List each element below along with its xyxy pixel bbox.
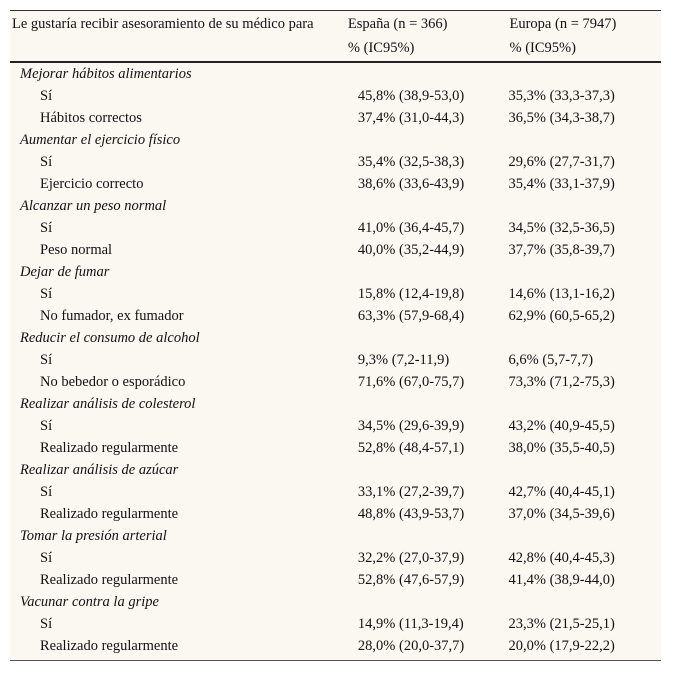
- europe-value: 43,2% (40,9-45,5): [509, 415, 662, 437]
- row-label: Sí: [10, 547, 348, 569]
- table-row: [10, 107, 661, 129]
- europe-value: 14,6% (13,1-16,2): [509, 283, 662, 305]
- section-spacer: [348, 195, 509, 217]
- europe-value: 42,7% (40,4-45,1): [509, 481, 662, 503]
- section-spacer: [348, 393, 509, 415]
- europe-value: 29,6% (27,7-31,7): [509, 151, 662, 173]
- spain-value: 52,8% (48,4-57,1): [348, 437, 509, 459]
- europe-value: 35,3% (33,3-37,3): [509, 85, 662, 107]
- table-row: [10, 481, 661, 503]
- europe-value: 34,5% (32,5-36,5): [509, 217, 662, 239]
- row-label: Hábitos correctos: [10, 107, 348, 129]
- table-row: [10, 239, 661, 261]
- results-table-container: [10, 10, 661, 661]
- section-spacer: [348, 459, 509, 481]
- europe-value: 20,0% (17,9-22,2): [509, 635, 662, 661]
- section-title: Reducir el consumo de alcohol: [10, 327, 348, 349]
- table-row: [10, 151, 661, 173]
- table-body: [10, 62, 661, 661]
- section-spacer: [509, 195, 662, 217]
- section-row: [10, 327, 661, 349]
- row-label: Sí: [10, 151, 348, 173]
- spain-value: 9,3% (7,2-11,9): [348, 349, 509, 371]
- header-spain: España (n = 366): [348, 11, 509, 37]
- header-europe: Europa (n = 7947): [509, 11, 662, 37]
- section-row: [10, 261, 661, 283]
- header-europe-unit: % (IC95%): [509, 36, 662, 62]
- spain-value: 33,1% (27,2-39,7): [348, 481, 509, 503]
- section-spacer: [509, 261, 662, 283]
- results-table: [10, 10, 661, 661]
- section-row: [10, 459, 661, 481]
- table-row: [10, 217, 661, 239]
- spain-value: 34,5% (29,6-39,9): [348, 415, 509, 437]
- header-blank: [10, 36, 348, 62]
- europe-value: 35,4% (33,1-37,9): [509, 173, 662, 195]
- table-row: [10, 503, 661, 525]
- table-row: [10, 415, 661, 437]
- spain-value: 40,0% (35,2-44,9): [348, 239, 509, 261]
- section-spacer: [509, 62, 662, 85]
- row-label: Peso normal: [10, 239, 348, 261]
- spain-value: 14,9% (11,3-19,4): [348, 613, 509, 635]
- section-spacer: [348, 591, 509, 613]
- row-label: Sí: [10, 415, 348, 437]
- row-label: Ejercicio correcto: [10, 173, 348, 195]
- table-row: [10, 371, 661, 393]
- europe-value: 62,9% (60,5-65,2): [509, 305, 662, 327]
- row-label: Sí: [10, 481, 348, 503]
- europe-value: 37,0% (34,5-39,6): [509, 503, 662, 525]
- row-label: Realizado regularmente: [10, 437, 348, 459]
- spain-value: 32,2% (27,0-37,9): [348, 547, 509, 569]
- section-row: [10, 393, 661, 415]
- section-spacer: [348, 525, 509, 547]
- header-question: Le gustaría recibir asesoramiento de su médico para: [10, 11, 348, 37]
- section-title: Dejar de fumar: [10, 261, 348, 283]
- europe-value: 23,3% (21,5-25,1): [509, 613, 662, 635]
- section-spacer: [509, 459, 662, 481]
- section-title: Tomar la presión arterial: [10, 525, 348, 547]
- spain-value: 71,6% (67,0-75,7): [348, 371, 509, 393]
- section-spacer: [509, 327, 662, 349]
- spain-value: 35,4% (32,5-38,3): [348, 151, 509, 173]
- row-label: No fumador, ex fumador: [10, 305, 348, 327]
- row-label: Sí: [10, 349, 348, 371]
- section-title: Realizar análisis de azúcar: [10, 459, 348, 481]
- section-title: Aumentar el ejercicio físico: [10, 129, 348, 151]
- spain-value: 15,8% (12,4-19,8): [348, 283, 509, 305]
- spain-value: 63,3% (57,9-68,4): [348, 305, 509, 327]
- table-row: [10, 547, 661, 569]
- table-row: [10, 437, 661, 459]
- spain-value: 45,8% (38,9-53,0): [348, 85, 509, 107]
- row-label: Sí: [10, 613, 348, 635]
- section-title: Realizar análisis de colesterol: [10, 393, 348, 415]
- europe-value: 41,4% (38,9-44,0): [509, 569, 662, 591]
- spain-value: 52,8% (47,6-57,9): [348, 569, 509, 591]
- europe-value: 38,0% (35,5-40,5): [509, 437, 662, 459]
- section-spacer: [509, 525, 662, 547]
- spain-value: 38,6% (33,6-43,9): [348, 173, 509, 195]
- header-row-2: [10, 36, 661, 62]
- spain-value: 41,0% (36,4-45,7): [348, 217, 509, 239]
- row-label: No bebedor o esporádico: [10, 371, 348, 393]
- table-row: [10, 613, 661, 635]
- section-spacer: [348, 62, 509, 85]
- row-label: Sí: [10, 217, 348, 239]
- section-title: Vacunar contra la gripe: [10, 591, 348, 613]
- spain-value: 37,4% (31,0-44,3): [348, 107, 509, 129]
- europe-value: 37,7% (35,8-39,7): [509, 239, 662, 261]
- section-spacer: [348, 261, 509, 283]
- row-label: Realizado regularmente: [10, 503, 348, 525]
- spain-value: 28,0% (20,0-37,7): [348, 635, 509, 661]
- table-row: [10, 569, 661, 591]
- row-label: Realizado regularmente: [10, 569, 348, 591]
- spain-value: 48,8% (43,9-53,7): [348, 503, 509, 525]
- header-spain-unit: % (IC95%): [348, 36, 509, 62]
- section-title: Alcanzar un peso normal: [10, 195, 348, 217]
- section-row: [10, 525, 661, 547]
- row-label: Realizado regularmente: [10, 635, 348, 661]
- header-row-1: [10, 11, 661, 37]
- table-row: [10, 173, 661, 195]
- section-row: [10, 195, 661, 217]
- section-title: Mejorar hábitos alimentarios: [10, 62, 348, 85]
- europe-value: 6,6% (5,7-7,7): [509, 349, 662, 371]
- row-label: Sí: [10, 283, 348, 305]
- table-row: [10, 349, 661, 371]
- europe-value: 42,8% (40,4-45,3): [509, 547, 662, 569]
- section-row: [10, 62, 661, 85]
- europe-value: 36,5% (34,3-38,7): [509, 107, 662, 129]
- row-label: Sí: [10, 85, 348, 107]
- table-row: [10, 283, 661, 305]
- section-spacer: [348, 129, 509, 151]
- section-row: [10, 591, 661, 613]
- table-row: [10, 85, 661, 107]
- europe-value: 73,3% (71,2-75,3): [509, 371, 662, 393]
- section-spacer: [509, 591, 662, 613]
- section-spacer: [509, 393, 662, 415]
- table-row: [10, 305, 661, 327]
- section-spacer: [348, 327, 509, 349]
- section-spacer: [509, 129, 662, 151]
- table-header: [10, 11, 661, 63]
- section-row: [10, 129, 661, 151]
- table-row: [10, 635, 661, 661]
